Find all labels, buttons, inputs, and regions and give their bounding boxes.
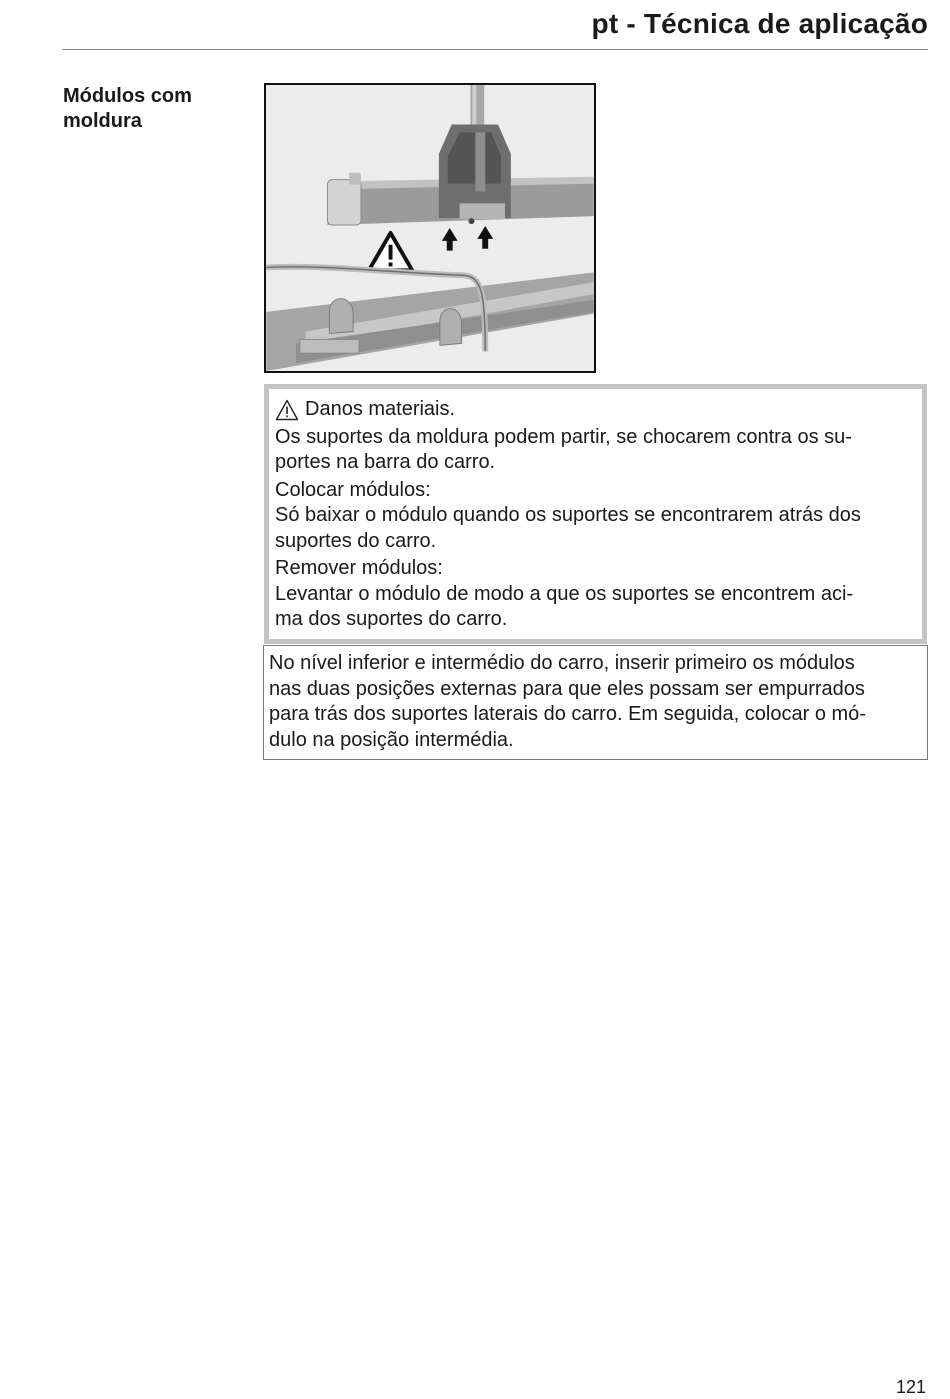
warning-line-2: portes na barra do carro. bbox=[275, 451, 496, 473]
page-header-title: pt - Técnica de aplicação bbox=[591, 8, 928, 39]
note-line-2: nas duas posições externas para que eles possam ser empurrados bbox=[269, 677, 865, 700]
note-text bbox=[269, 651, 922, 753]
insert-modules-line-2: suportes do carro. bbox=[275, 529, 437, 552]
section-heading-line-2: moldura bbox=[63, 110, 142, 132]
module-frame-illustration bbox=[264, 83, 596, 373]
warning-line-1: Os suportes da moldura podem partir, se chocarem contra os su- bbox=[275, 425, 852, 448]
insert-modules-line-1: Só baixar o módulo quando os suportes se encontrarem atrás dos bbox=[275, 504, 861, 526]
insert-modules-label: Colocar módulos: bbox=[275, 478, 431, 501]
material-damage-warning bbox=[264, 384, 927, 644]
page-number: 121 bbox=[895, 1377, 926, 1397]
note-line-4: dulo na posição intermédia. bbox=[269, 728, 514, 751]
remove-modules-label: Remover módulos: bbox=[275, 557, 443, 579]
section-heading bbox=[63, 84, 253, 134]
warning-description bbox=[275, 425, 916, 476]
header-divider bbox=[62, 49, 928, 50]
note-line-1: No nível inferior e intermédio do carro, inserir primeiro os módulos bbox=[269, 652, 855, 674]
note-line-3: para trás dos suportes laterais do carro. Em seguida, colocar o mó- bbox=[269, 703, 866, 725]
placement-note bbox=[263, 645, 928, 760]
section-heading-line-1: Módulos com bbox=[63, 85, 192, 107]
warning-title-row bbox=[275, 397, 916, 423]
remove-modules-instruction bbox=[275, 556, 916, 633]
remove-modules-line-2: ma dos suportes do carro. bbox=[275, 608, 508, 630]
warning-title: Danos materiais. bbox=[305, 398, 456, 420]
insert-modules-instruction bbox=[275, 478, 916, 555]
remove-modules-line-1: Levantar o módulo de modo a que os suportes se encontrem aci- bbox=[275, 582, 854, 605]
warning-triangle-icon bbox=[275, 399, 299, 421]
